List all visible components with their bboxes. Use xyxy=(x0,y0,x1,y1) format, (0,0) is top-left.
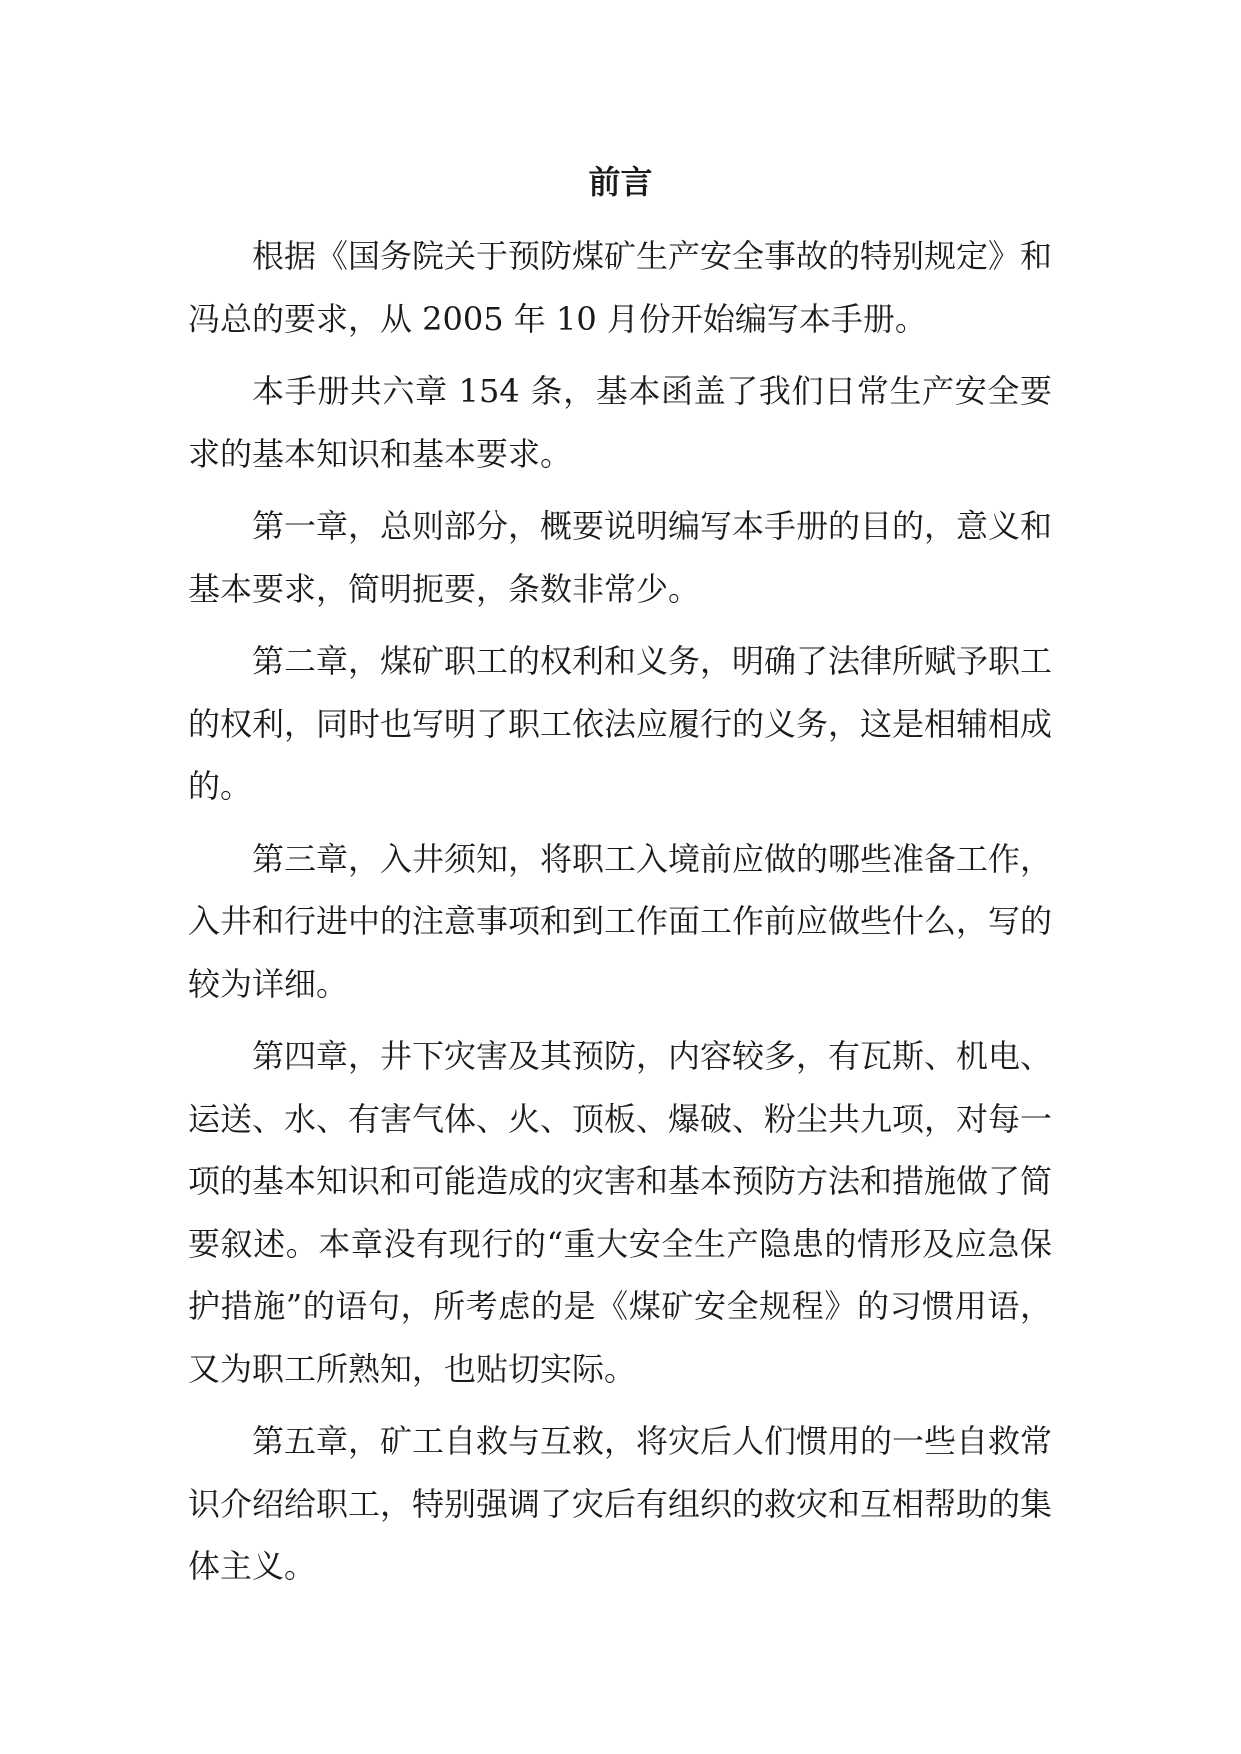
paragraph-4: 第二章，煤矿职工的权利和义务，明确了法律所赋予职工的权利，同时也写明了职工依法应履行的义务，这是相辅相成的。 xyxy=(188,642,1053,805)
paragraph-6: 第四章，井下灾害及其预防，内容较多，有瓦斯、机电、运送、水、有害气体、火、顶板、爆破、粉尘共九项，对每一项的基本知识和可能造成的灾害和基本预防方法和措施做了简要叙述。本章没有现行的“重大安全生产隐患的情形及应急保护措施”的语句，所考虑的是《煤矿安全规程》的习惯用语，又为职工所熟知，也贴切实际。 xyxy=(188,1037,1053,1388)
page-title: 前言 xyxy=(588,163,653,201)
paragraph-3: 第一章，总则部分，概要说明编写本手册的目的，意义和基本要求，简明扼要，条数非常少。 xyxy=(188,507,1053,608)
paragraph-5: 第三章，入井须知，将职工入境前应做的哪些准备工作，入井和行进中的注意事项和到工作面工作前应做些什么，写的较为详细。 xyxy=(188,839,1053,1003)
paragraph-1: 根据《国务院关于预防煤矿生产安全事故的特别规定》和冯总的要求，从 2005 年 10 月份开始编写本手册。 xyxy=(188,237,1053,338)
paragraph-2: 本手册共六章 154 条，基本函盖了我们日常生产安全要求的基本知识和基本要求。 xyxy=(188,372,1052,473)
body-text xyxy=(188,225,1052,1608)
paragraph-7: 第五章，矿工自救与互救，将灾后人们惯用的一些自救常识介绍给职工，特别强调了灾后有组织的救灾和互相帮助的集体主义。 xyxy=(188,1422,1053,1585)
